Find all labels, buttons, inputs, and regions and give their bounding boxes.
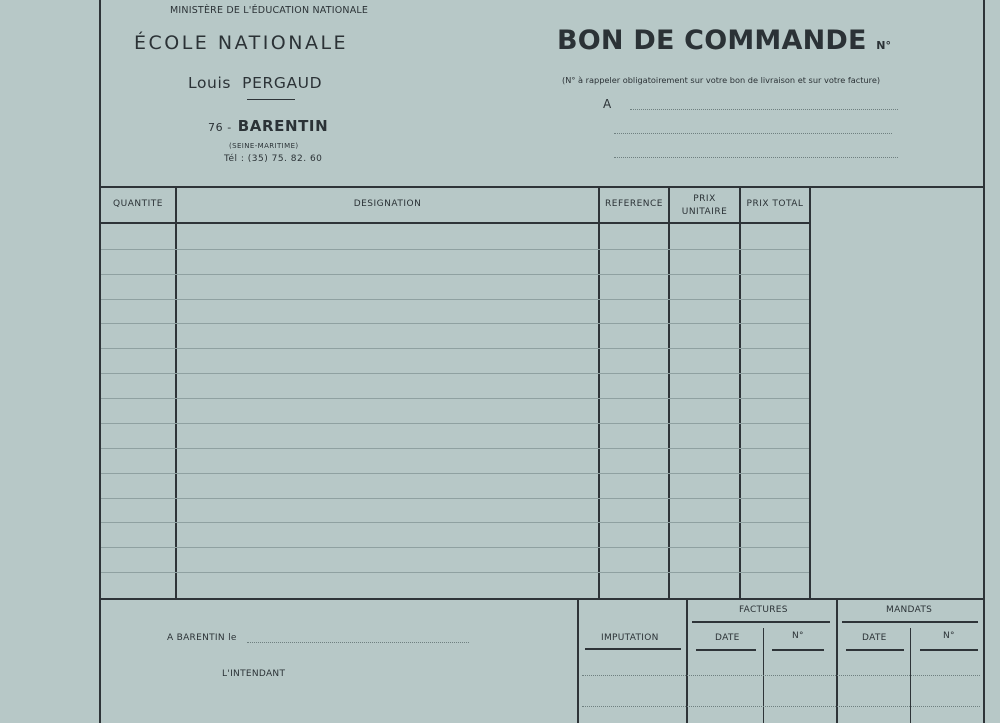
factures-number-underline [772, 649, 824, 651]
footer-sep-mandats [836, 598, 838, 723]
table-row [101, 547, 809, 548]
footer-entry-line-2 [582, 706, 980, 707]
school-first-name: Louis [188, 74, 232, 92]
table-row [101, 448, 809, 449]
school-last-name: PERGAUD [242, 74, 323, 92]
col-prix-unitaire-line2: UNITAIRE [681, 207, 728, 217]
signatory-label: L'INTENDANT [222, 669, 286, 679]
imputation-label: IMPUTATION [601, 633, 659, 643]
footer-top-border [99, 598, 985, 600]
factures-underline [692, 621, 830, 623]
imputation-underline [585, 648, 681, 650]
footer-sep-imputation [577, 598, 579, 723]
mandats-number-label: N° [943, 631, 955, 641]
table-row [101, 373, 809, 374]
postcode: 76 - [208, 121, 232, 134]
right-border [983, 0, 985, 723]
table-row [101, 249, 809, 250]
mandats-date-underline [846, 649, 904, 651]
table-row [101, 274, 809, 275]
table-row [101, 498, 809, 499]
order-title [557, 25, 891, 56]
phone: Tél : (35) 75. 82. 60 [224, 154, 323, 164]
place-date-label: A BARENTIN le [167, 633, 237, 643]
table-header-bottom [99, 222, 811, 224]
factures-date-label: DATE [715, 633, 740, 643]
address-label: A [603, 97, 612, 111]
table-row [101, 423, 809, 424]
col-quantite: QUANTITE [113, 199, 163, 209]
col-reference: REFERENCE [605, 199, 663, 209]
name-underline [247, 99, 295, 100]
col-sep-reference [668, 186, 670, 599]
factures-date-underline [696, 649, 756, 651]
table-row [101, 398, 809, 399]
left-border [99, 0, 101, 723]
footer-entry-line-1 [582, 675, 980, 676]
order-note: (N° à rappeler obligatoirement sur votre bon de livraison et sur votre facture) [562, 75, 881, 85]
address-line-3 [614, 157, 898, 158]
factures-number-label: N° [792, 631, 804, 641]
col-sep-prix-total [809, 186, 811, 599]
region: (SEINE-MARITIME) [229, 142, 299, 150]
table-row [101, 473, 809, 474]
order-title-text: BON DE COMMANDE [557, 25, 867, 56]
table-row [101, 299, 809, 300]
town: BARENTIN [237, 117, 329, 135]
address-line-1 [630, 109, 898, 110]
mandats-date-label: DATE [862, 633, 887, 643]
factures-label: FACTURES [739, 605, 788, 615]
col-designation: DESIGNATION [353, 199, 422, 209]
school-name [188, 74, 322, 92]
table-row [101, 323, 809, 324]
mandats-label: MANDATS [886, 605, 933, 615]
col-sep-designation [598, 186, 600, 599]
col-sep-prix-unitaire [739, 186, 741, 599]
mandats-number-underline [920, 649, 978, 651]
address-line-2 [614, 133, 892, 134]
col-prix-unitaire [670, 193, 739, 219]
ministry-label: MINISTÈRE DE L'ÉDUCATION NATIONALE [170, 5, 369, 16]
mandats-underline [842, 621, 978, 623]
col-prix-total: PRIX TOTAL [746, 199, 804, 209]
date-signature-line [247, 642, 469, 643]
table-row [101, 522, 809, 523]
table-top-border [99, 186, 985, 188]
col-prix-unitaire-line1: PRIX [693, 194, 716, 204]
table-row [101, 572, 809, 573]
school-type: ÉCOLE NATIONALE [134, 32, 349, 54]
order-number-label: N° [876, 39, 891, 52]
col-sep-quantite [175, 186, 177, 599]
footer-sep-factures [686, 598, 688, 723]
town-line [208, 117, 328, 135]
table-row [101, 348, 809, 349]
